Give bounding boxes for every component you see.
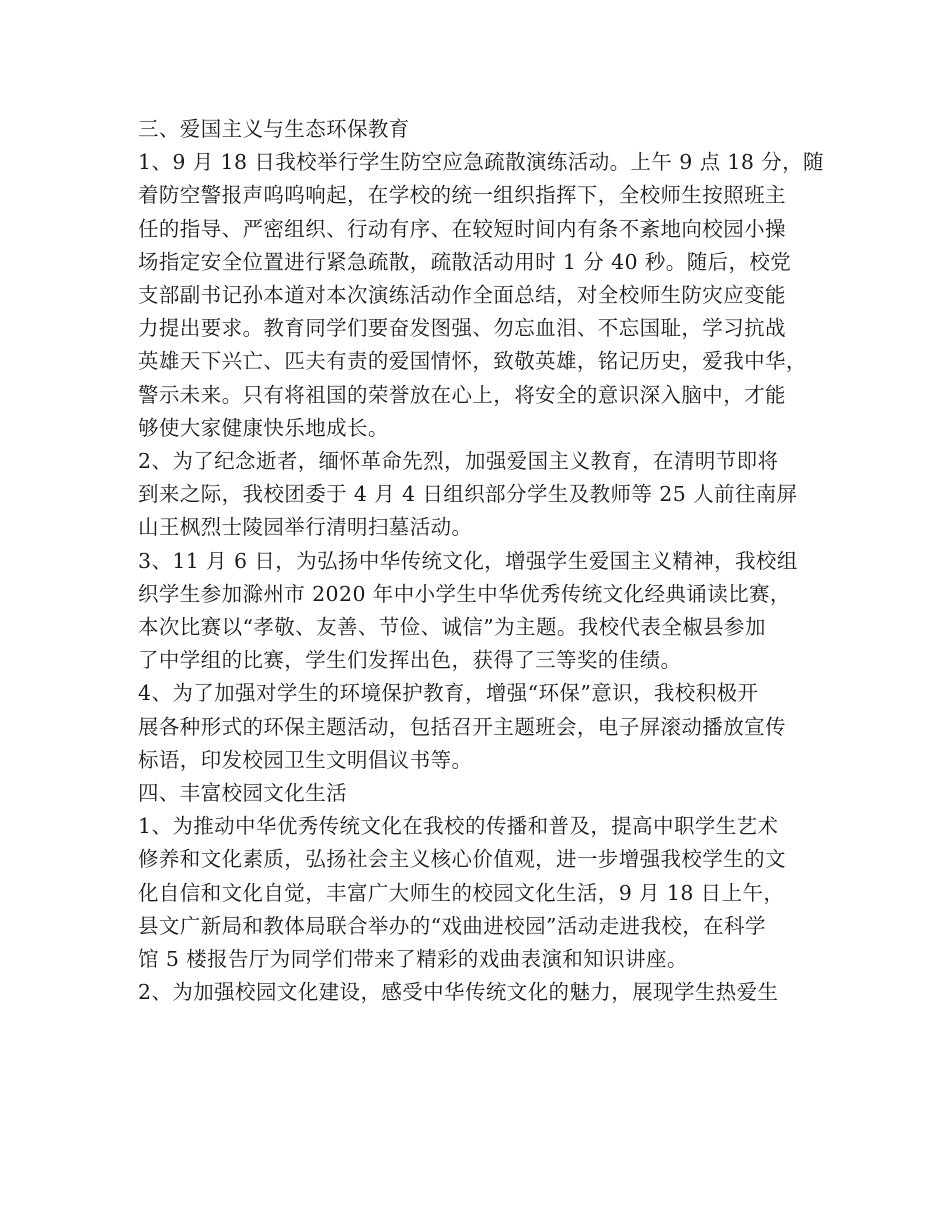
document-body xyxy=(138,113,824,1009)
paragraph-line: 展各种形式的环保主题活动，包括召开主题班会，电子屏滚动播放宣传 xyxy=(138,714,786,739)
paragraph-line: 修养和文化素质，弘扬社会主义核心价值观，进一步增强我校学生的文 xyxy=(138,847,786,872)
paragraph-line: 够使大家健康快乐地成长。 xyxy=(138,415,389,440)
paragraph-line: 2、为加强校园文化建设，感受中华传统文化的魅力，展现学生热爱生 xyxy=(138,980,779,1005)
paragraph-line: 场指定安全位置进行紧急疏散，疏散活动用时 1 分 40 秒。随后，校党 xyxy=(138,249,792,274)
paragraph-line: 化自信和文化自觉，丰富广大师生的校园文化生活，9 月 18 日上午， xyxy=(138,880,785,905)
paragraph-line: 了中学组的比赛，学生们发挥出色，获得了三等奖的佳绩。 xyxy=(138,648,682,673)
paragraph-line: 4、为了加强对学生的环境保护教育，增强“环保”意识，我校积极开 xyxy=(138,681,759,706)
paragraph-line: 到来之际，我校团委于 4 月 4 日组织部分学生及教师等 25 人前往南屏 xyxy=(138,482,798,507)
paragraph-line: 3、11 月 6 日，为弘扬中华传统文化，增强学生爱国主义精神，我校组 xyxy=(138,548,798,573)
paragraph-line: 馆 5 楼报告厅为同学们带来了精彩的戏曲表演和知识讲座。 xyxy=(138,947,688,972)
paragraph-line: 1、为推动中华优秀传统文化在我校的传播和普及，提高中职学生艺术 xyxy=(138,814,779,839)
paragraph-line: 着防空警报声呜呜响起，在学校的统一组织指挥下，全校师生按照班主 xyxy=(138,183,786,208)
paragraph-line: 标语，印发校园卫生文明倡议书等。 xyxy=(138,747,473,772)
paragraph-line: 县文广新局和教体局联合举办的“戏曲进校园”活动走进我校，在科学 xyxy=(138,913,766,938)
paragraph-line: 2、为了纪念逝者，缅怀革命先烈，加强爱国主义教育，在清明节即将 xyxy=(138,449,779,474)
paragraph-line: 织学生参加滁州市 2020 年中小学生中华优秀传统文化经典诵读比赛， xyxy=(138,581,791,606)
paragraph-line: 任的指导、严密组织、行动有序、在较短时间内有条不紊地向校园小操 xyxy=(138,216,786,241)
paragraph-line: 1、9 月 18 日我校举行学生防空应急疏散演练活动。上午 9 点 18 分，随 xyxy=(138,150,824,175)
paragraph-line: 警示未来。只有将祖国的荣誉放在心上，将安全的意识深入脑中，才能 xyxy=(138,382,786,407)
section-heading-patriotism: 三、爱国主义与生态环保教育 xyxy=(138,117,410,141)
paragraph-line: 力提出要求。教育同学们要奋发图强、勿忘血泪、不忘国耻，学习抗战 xyxy=(138,316,786,341)
paragraph-line: 本次比赛以“孝敬、友善、节俭、诚信”为主题。我校代表全椒县参加 xyxy=(138,615,766,640)
paragraph-line: 支部副书记孙本道对本次演练活动作全面总结，对全校师生防灾应变能 xyxy=(138,283,786,308)
section-heading-campus-culture: 四、丰富校园文化生活 xyxy=(138,781,347,806)
paragraph-line: 英雄天下兴亡、匹夫有责的爱国情怀，致敬英雄，铭记历史，爱我中华， xyxy=(138,349,807,374)
paragraph-line: 山王枫烈士陵园举行清明扫墓活动。 xyxy=(138,515,473,540)
